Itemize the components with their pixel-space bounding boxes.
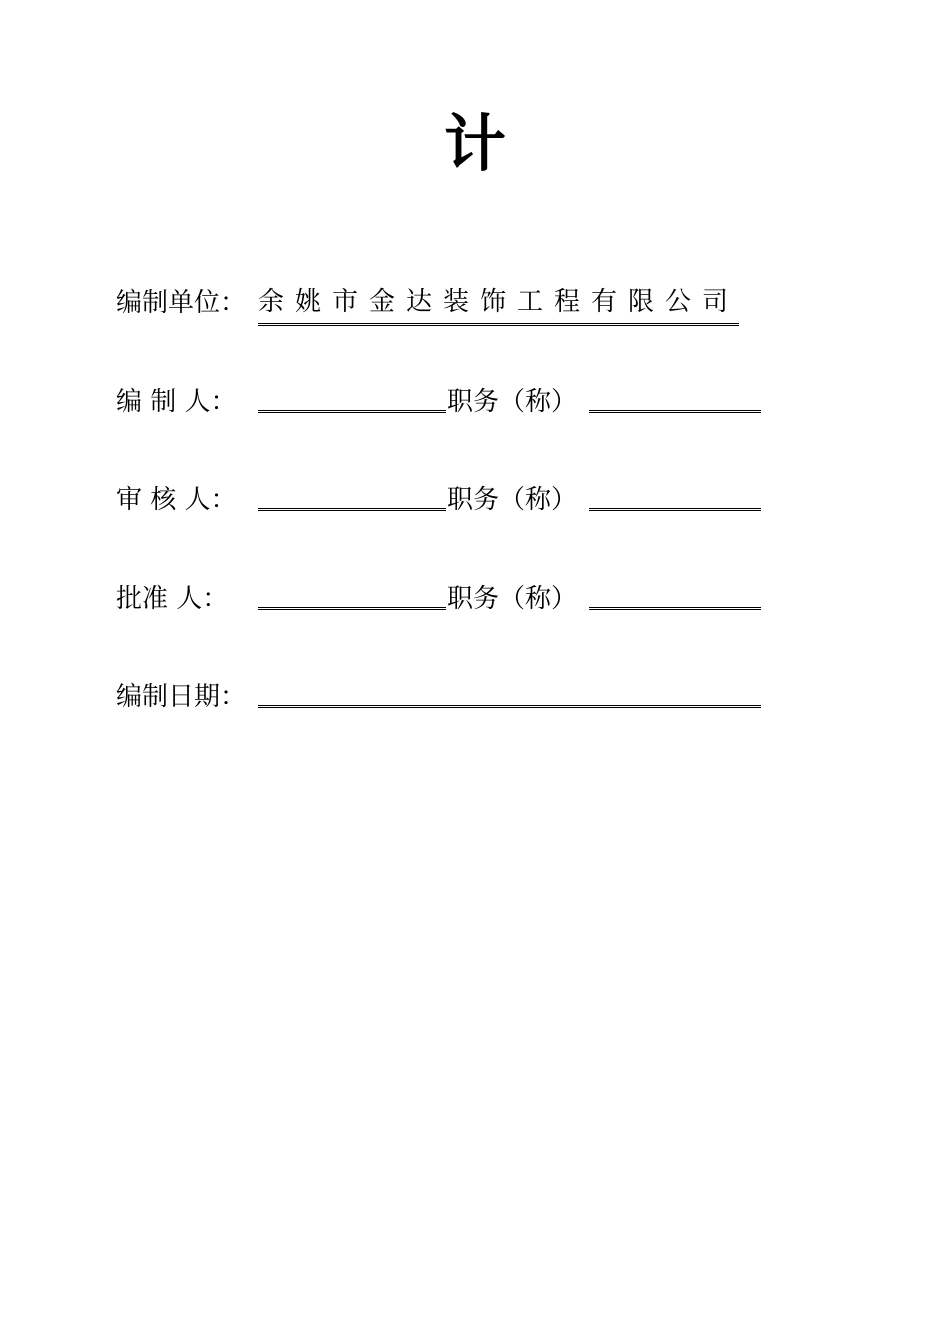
approver-post-label: 职务（称） [447,584,578,614]
compiler-post-blank[interactable] [589,410,761,413]
reviewer-post-label: 职务（称） [447,485,578,515]
approver-name-blank[interactable] [258,607,446,610]
compiler-post-label: 职务（称） [447,387,578,417]
approver-post-blank[interactable] [589,607,761,610]
reviewer-name-blank[interactable] [258,508,446,511]
unit-value: 余姚市金达装饰工程有限公司 [258,283,739,326]
compiler-label: 编 制 人： [116,387,237,417]
compiler-name-blank[interactable] [258,410,446,413]
page-title: 计 [443,107,506,180]
date-blank[interactable] [258,705,761,708]
approver-label: 批准 人： [116,584,229,614]
unit-label: 编制单位： [116,288,247,318]
reviewer-post-blank[interactable] [589,508,761,511]
date-label: 编制日期： [116,682,247,712]
reviewer-label: 审 核 人： [116,485,237,515]
